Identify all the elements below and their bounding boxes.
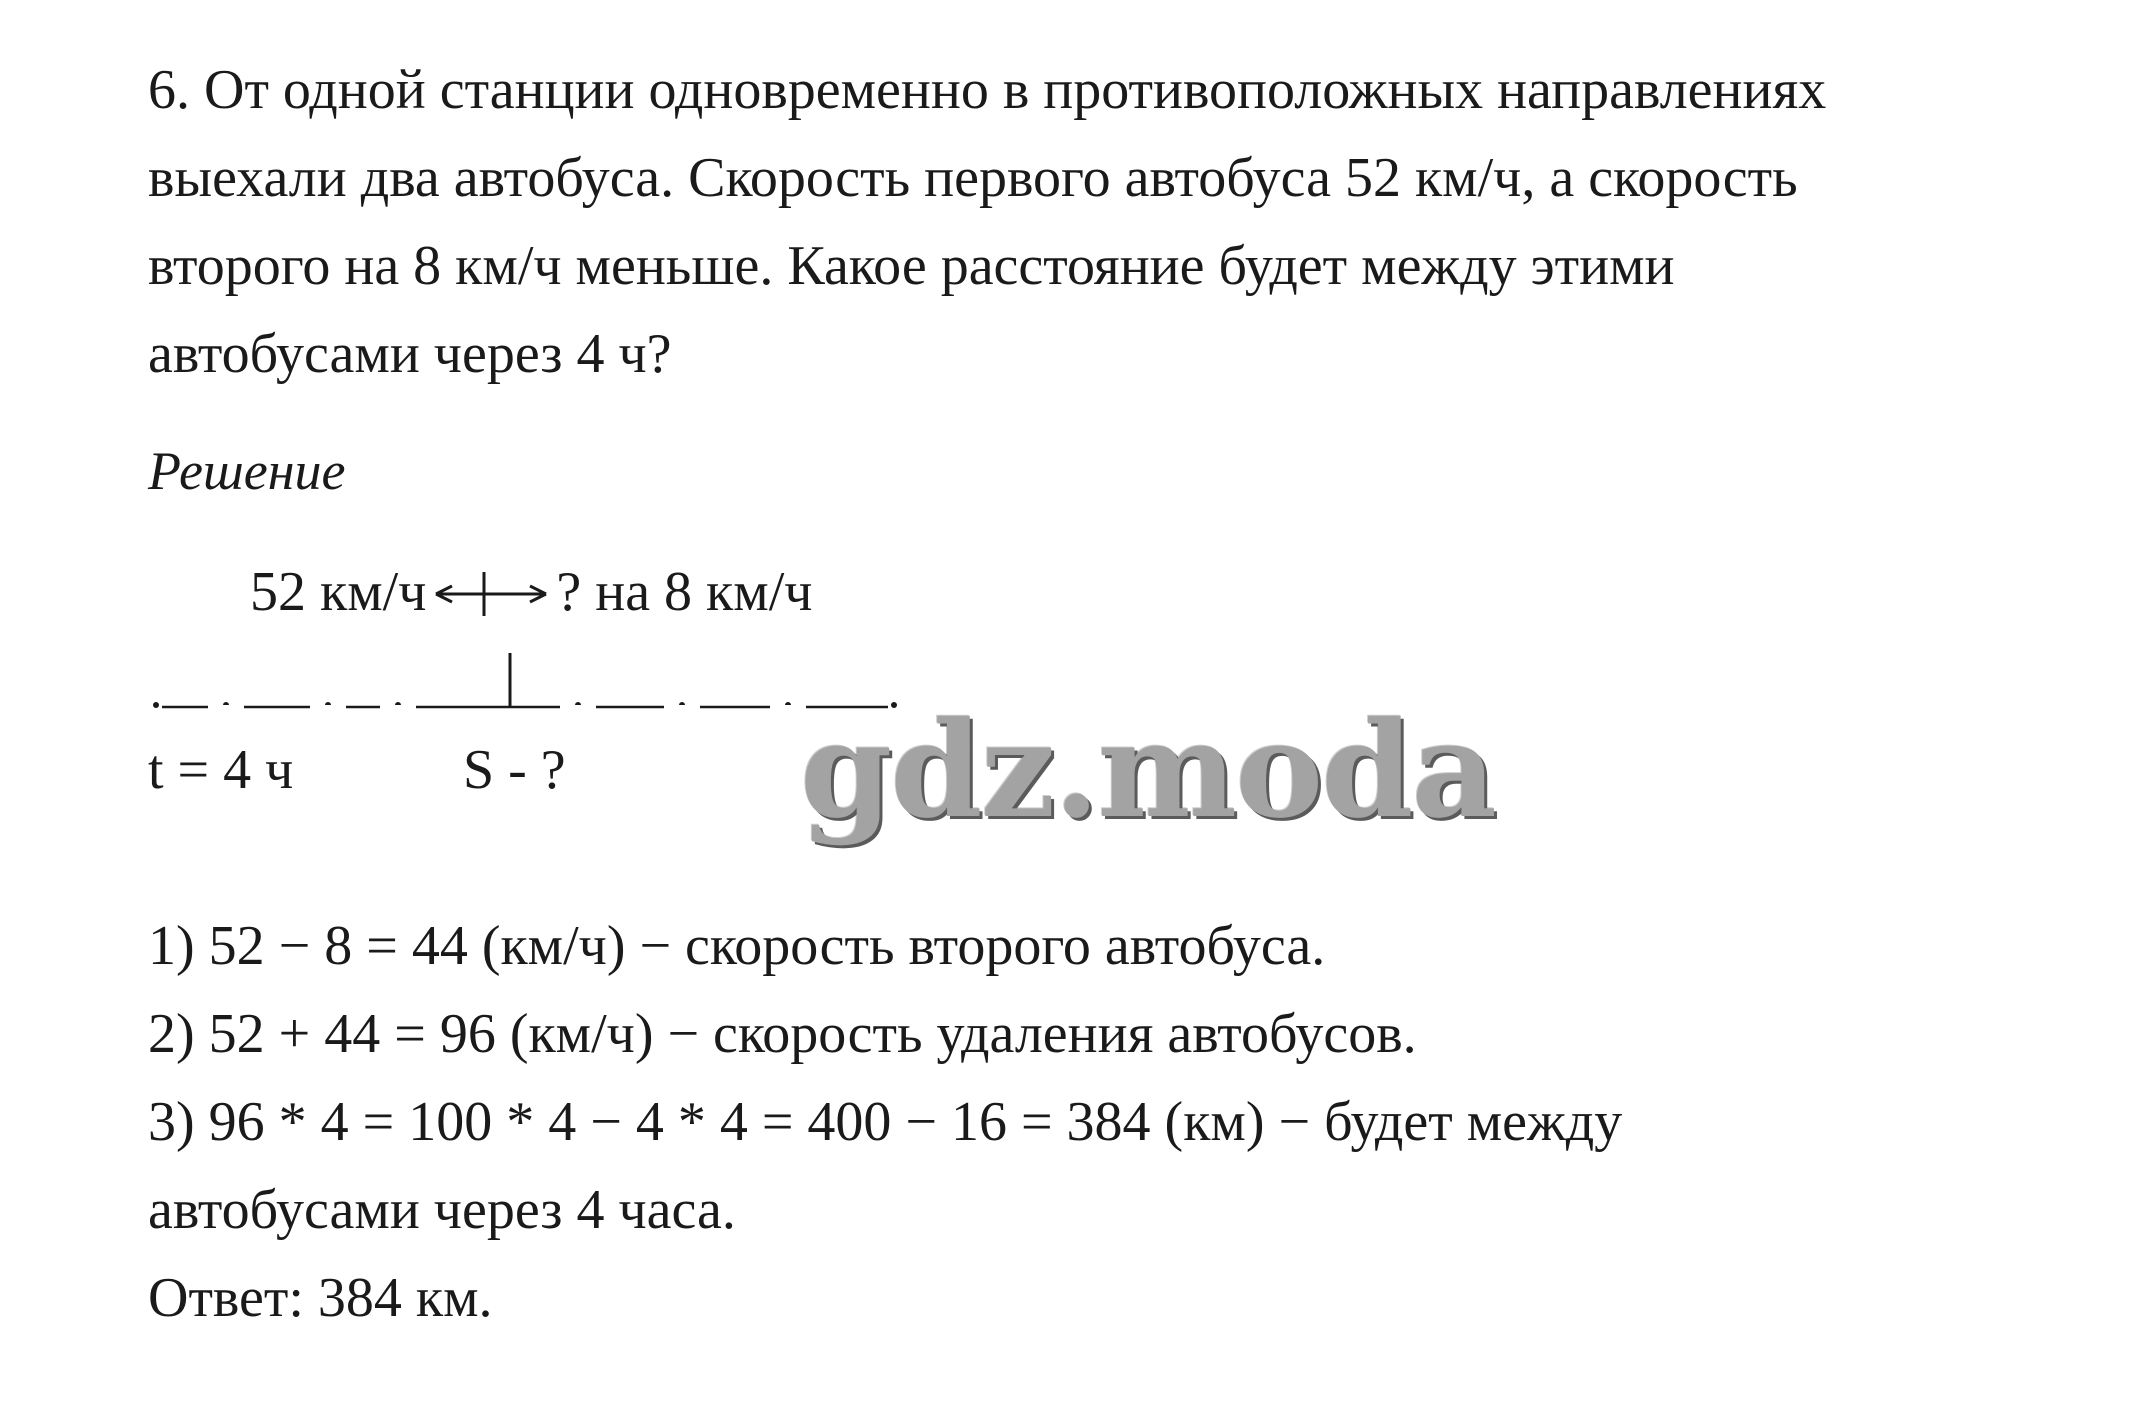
problem-line-2: выехали два автобуса. Скорость первого автобуса 52 км/ч, а скорость xyxy=(148,147,1798,209)
solution-step-3-continued: автобусами через 4 часа. xyxy=(148,1179,736,1241)
problem-line-1: 6. От одной станции одновременно в противоположных направлениях xyxy=(148,59,1827,121)
solution-heading: Решение xyxy=(148,441,346,501)
solution-step-2: 2) 52 + 44 = 96 (км/ч) − скорость удаления автобусов. xyxy=(148,1003,1417,1065)
problem-line-4: автобусами через 4 ч? xyxy=(148,323,672,385)
solution-step-1: 1) 52 − 8 = 44 (км/ч) − скорость второго автобуса. xyxy=(148,915,1326,977)
distance-scale-line xyxy=(148,645,908,715)
double-arrow-icon xyxy=(430,562,552,622)
solution-step-3: 3) 96 * 4 = 100 * 4 − 4 * 4 = 400 − 16 = 384 (км) − будет между xyxy=(148,1091,1623,1153)
left-speed-label: 52 км/ч xyxy=(250,561,427,623)
given-distance: S - ? xyxy=(463,739,566,801)
diagram-speeds xyxy=(250,562,812,622)
right-speed-label: ? на 8 км/ч xyxy=(556,561,813,623)
watermark-logo: gdz.moda xyxy=(800,693,1496,848)
given-time: t = 4 ч xyxy=(148,739,294,801)
problem-line-3: второго на 8 км/ч меньше. Какое расстояние будет между этими xyxy=(148,235,1675,297)
answer-line: Ответ: 384 км. xyxy=(148,1267,493,1329)
